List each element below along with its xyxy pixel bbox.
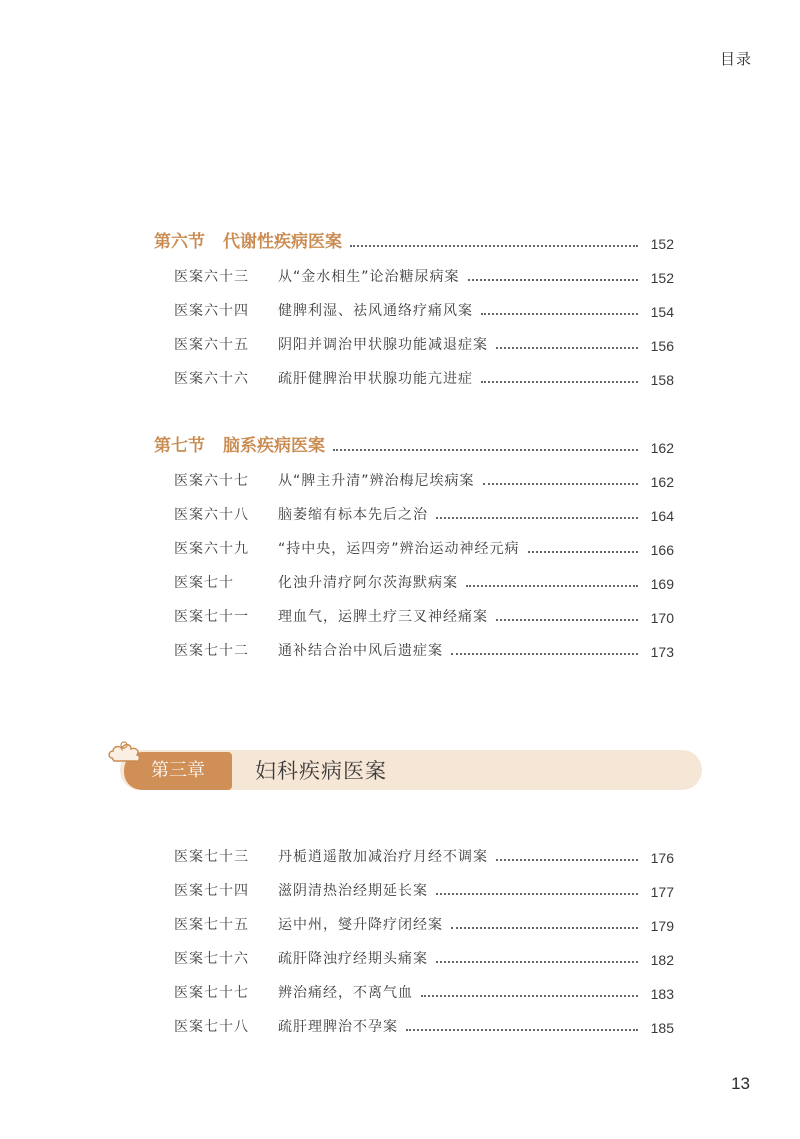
- leader-dots: [333, 449, 638, 451]
- case-title: 阴阳并调治甲状腺功能减退症案: [278, 337, 488, 353]
- case-number: 医案七十四: [174, 883, 249, 899]
- page-ref: 185: [650, 1020, 674, 1036]
- page-ref: 158: [650, 372, 674, 388]
- page-ref: 183: [650, 986, 674, 1002]
- toc-entry[interactable]: [154, 968, 674, 1002]
- toc-entry[interactable]: [154, 866, 674, 900]
- section-number: 第七节: [154, 436, 205, 456]
- page-ref: 170: [650, 610, 674, 626]
- section-name: 代谢性疾病医案: [223, 232, 342, 252]
- leader-dots: [436, 893, 638, 895]
- section-name: 脑系疾病医案: [223, 436, 325, 456]
- leader-dots: [451, 927, 638, 929]
- page-ref: 162: [650, 440, 674, 456]
- case-title: 疏肝降浊疗经期头痛案: [278, 951, 428, 967]
- chapter-title[interactable]: 妇科疾病医案: [255, 759, 387, 783]
- case-number: 医案六十五: [174, 337, 249, 353]
- case-number: 医案七十三: [174, 849, 249, 865]
- toc-chapter-3-entries: [154, 832, 674, 1036]
- toc-entry[interactable]: [154, 900, 674, 934]
- toc-entry[interactable]: [154, 286, 674, 320]
- leader-dots: [483, 483, 638, 485]
- toc-entry[interactable]: [154, 626, 674, 660]
- case-title: 运中州，燮升降疗闭经案: [278, 917, 443, 933]
- case-title: “持中央，运四旁”辨治运动神经元病: [278, 541, 520, 557]
- case-title: 脑萎缩有标本先后之治: [278, 507, 428, 523]
- leader-dots: [481, 313, 638, 315]
- toc-entry[interactable]: [154, 252, 674, 286]
- page-ref: 182: [650, 952, 674, 968]
- case-number: 医案七十: [174, 575, 234, 591]
- page-ref: 162: [650, 474, 674, 490]
- case-number: 医案七十五: [174, 917, 249, 933]
- case-number: 医案六十六: [174, 371, 249, 387]
- leader-dots: [496, 859, 638, 861]
- case-number: 医案六十四: [174, 303, 249, 319]
- case-number: 医案六十八: [174, 507, 249, 523]
- toc-entry[interactable]: [154, 832, 674, 866]
- toc-entry[interactable]: [154, 354, 674, 388]
- page-ref: 164: [650, 508, 674, 524]
- page-ref: 169: [650, 576, 674, 592]
- page-ref: 177: [650, 884, 674, 900]
- leader-dots: [528, 551, 638, 553]
- toc-entry[interactable]: [154, 934, 674, 968]
- page-ref: 152: [650, 236, 674, 252]
- case-title: 辨治痛经，不离气血: [278, 985, 413, 1001]
- leader-dots: [436, 517, 638, 519]
- leader-dots: [406, 1029, 638, 1031]
- page-ref: 173: [650, 644, 674, 660]
- page-ref: 154: [650, 304, 674, 320]
- case-title: 从“金水相生”论治糖尿病案: [278, 269, 460, 285]
- running-header: 目录: [719, 50, 752, 68]
- leader-dots: [481, 381, 638, 383]
- leader-dots: [496, 619, 638, 621]
- case-number: 医案六十九: [174, 541, 249, 557]
- case-title: 滋阴清热治经期延长案: [278, 883, 428, 899]
- section-heading[interactable]: [154, 422, 674, 456]
- case-title: 理血气，运脾土疗三叉神经痛案: [278, 609, 488, 625]
- case-number: 医案七十八: [174, 1019, 249, 1035]
- page-ref: 176: [650, 850, 674, 866]
- case-number: 医案七十二: [174, 643, 249, 659]
- page-ref: 166: [650, 542, 674, 558]
- leader-dots: [468, 279, 638, 281]
- toc-section-7: [154, 422, 674, 660]
- page-ref: 152: [650, 270, 674, 286]
- page-number: 13: [731, 1074, 750, 1093]
- case-title: 疏肝健脾治甲状腺功能亢进症: [278, 371, 473, 387]
- section-heading[interactable]: [154, 218, 674, 252]
- page-ref: 156: [650, 338, 674, 354]
- case-title: 通补结合治中风后遗症案: [278, 643, 443, 659]
- toc-entry[interactable]: [154, 456, 674, 490]
- toc-entry[interactable]: [154, 490, 674, 524]
- case-number: 医案七十六: [174, 951, 249, 967]
- leader-dots: [496, 347, 638, 349]
- leader-dots: [451, 653, 638, 655]
- toc-entry[interactable]: [154, 592, 674, 626]
- case-number: 医案六十七: [174, 473, 249, 489]
- case-number: 医案六十三: [174, 269, 249, 285]
- toc-entry[interactable]: [154, 320, 674, 354]
- leader-dots: [466, 585, 638, 587]
- leader-dots: [436, 961, 638, 963]
- case-title: 从“脾主升清”辨治梅尼埃病案: [278, 473, 475, 489]
- toc-entry[interactable]: [154, 1002, 674, 1036]
- toc-section-6: [154, 218, 674, 388]
- leader-dots: [421, 995, 638, 997]
- case-title: 化浊升清疗阿尔茨海默病案: [278, 575, 458, 591]
- case-number: 医案七十七: [174, 985, 249, 1001]
- leader-dots: [350, 245, 638, 247]
- chapter-number[interactable]: 第三章: [151, 760, 205, 781]
- section-title: [154, 227, 342, 252]
- section-title: [154, 431, 325, 456]
- page-ref: 179: [650, 918, 674, 934]
- case-number: 医案七十一: [174, 609, 249, 625]
- toc-entry[interactable]: [154, 558, 674, 592]
- toc-entry[interactable]: [154, 524, 674, 558]
- section-number: 第六节: [154, 232, 205, 252]
- case-title: 健脾利湿、祛风通络疗痛风案: [278, 303, 473, 319]
- case-title: 丹栀逍遥散加减治疗月经不调案: [278, 849, 488, 865]
- case-title: 疏肝理脾治不孕案: [278, 1019, 398, 1035]
